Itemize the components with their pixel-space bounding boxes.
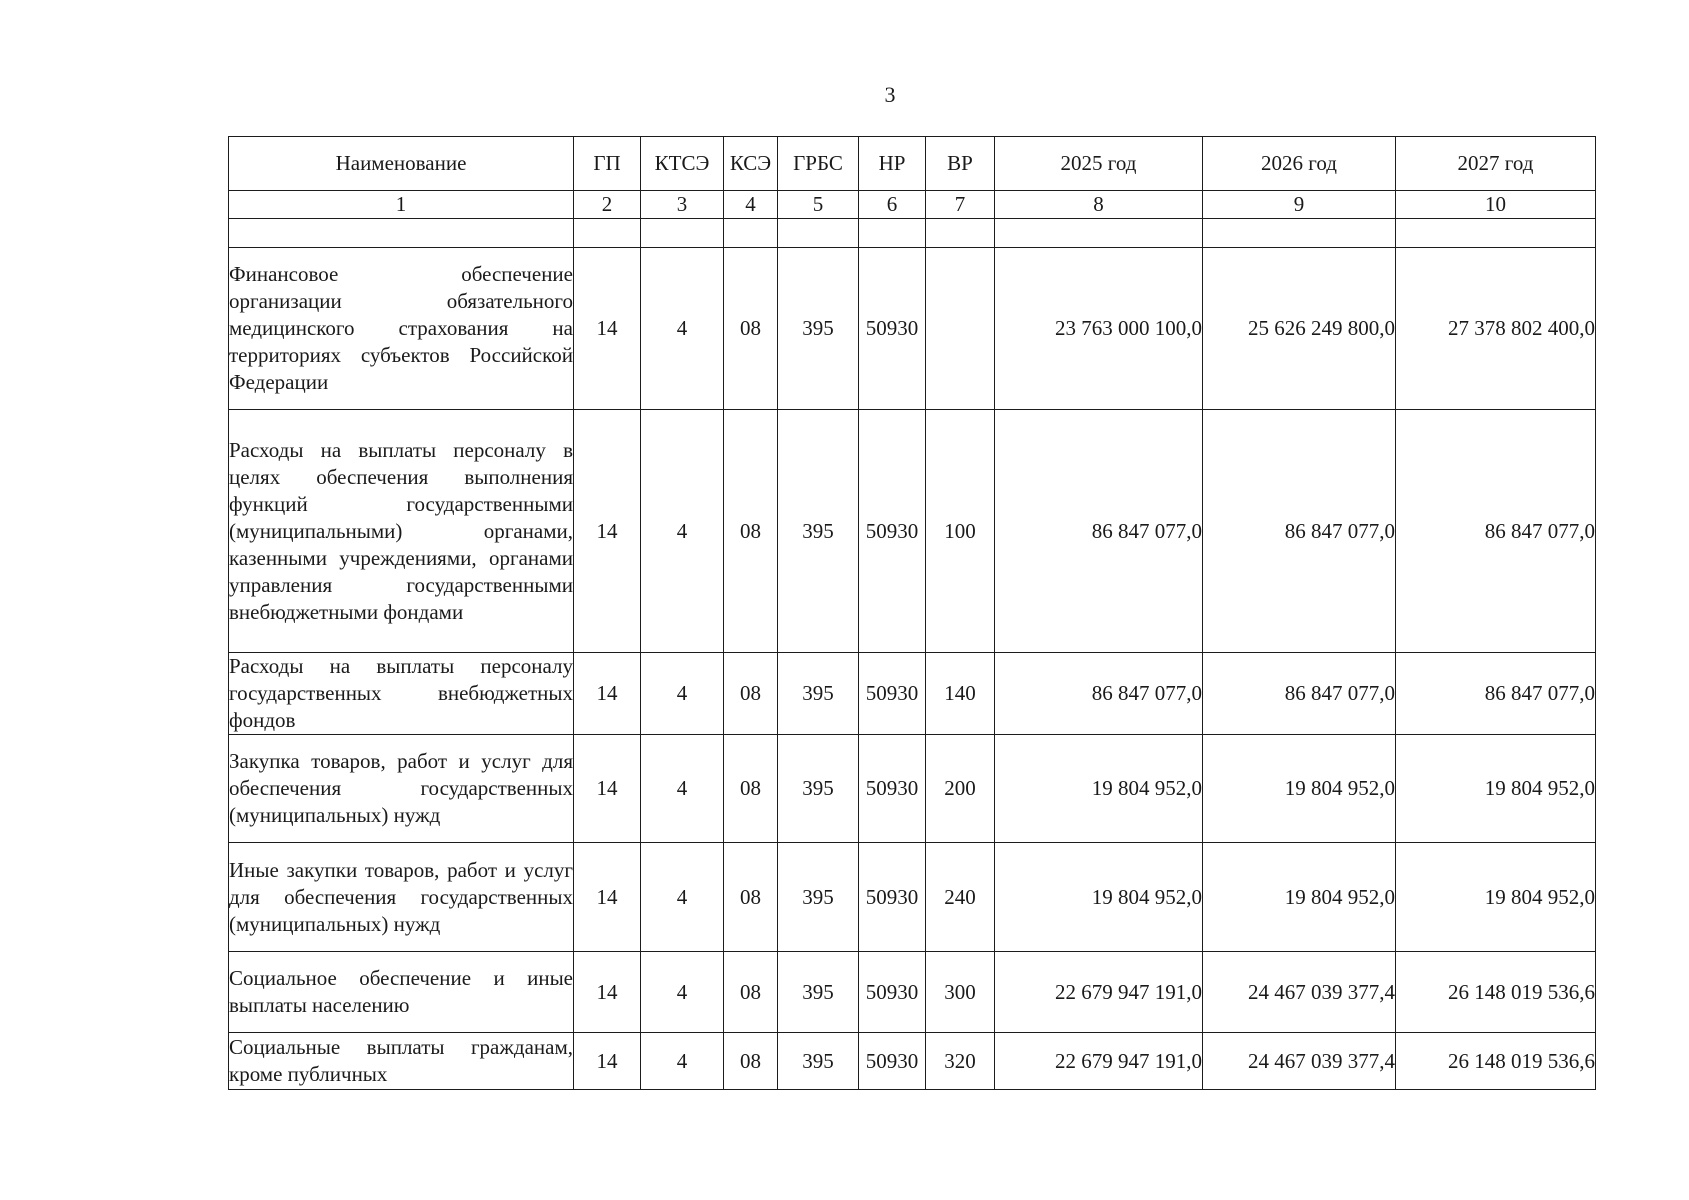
row-2026: 24 467 039 377,4 [1203,1033,1396,1090]
row-nr: 50930 [859,735,926,843]
row-2027: 86 847 077,0 [1396,410,1596,653]
row-grbs: 395 [778,952,859,1033]
row-nr: 50930 [859,843,926,952]
column-number: 7 [926,191,995,219]
row-2026: 86 847 077,0 [1203,410,1396,653]
row-kse: 08 [724,653,778,735]
row-vr: 240 [926,843,995,952]
row-ktse: 4 [641,735,724,843]
column-number: 8 [995,191,1203,219]
row-grbs: 395 [778,1033,859,1090]
row-name: Расходы на выплаты персоналу государственных внебюджетных фондов [229,653,574,735]
row-2026: 24 467 039 377,4 [1203,952,1396,1033]
row-2026: 86 847 077,0 [1203,653,1396,735]
table-row [229,653,1596,735]
row-2025: 86 847 077,0 [995,410,1203,653]
table-row [229,410,1596,653]
row-ktse: 4 [641,653,724,735]
row-nr: 50930 [859,248,926,410]
row-kse: 08 [724,1033,778,1090]
row-gp: 14 [574,248,641,410]
row-kse: 08 [724,952,778,1033]
row-2026: 25 626 249 800,0 [1203,248,1396,410]
row-vr: 320 [926,1033,995,1090]
blank-row [229,219,1596,248]
header-grbs: ГРБС [778,137,859,191]
row-gp: 14 [574,653,641,735]
budget-table [228,136,1596,1090]
column-number: 10 [1396,191,1596,219]
header-vr: ВР [926,137,995,191]
row-ktse: 4 [641,248,724,410]
row-nr: 50930 [859,653,926,735]
row-ktse: 4 [641,952,724,1033]
table-row [229,735,1596,843]
row-2027: 27 378 802 400,0 [1396,248,1596,410]
row-gp: 14 [574,410,641,653]
row-kse: 08 [724,735,778,843]
header-kse: КСЭ [724,137,778,191]
header-2025: 2025 год [995,137,1203,191]
row-kse: 08 [724,843,778,952]
column-number: 1 [229,191,574,219]
row-kse: 08 [724,248,778,410]
row-kse: 08 [724,410,778,653]
row-ktse: 4 [641,410,724,653]
table-row [229,843,1596,952]
row-vr: 100 [926,410,995,653]
row-name: Финансовое обеспечение организации обязательного медицинского страхования на территориях субъектов Российской Федерации [229,248,574,410]
column-number: 5 [778,191,859,219]
row-2025: 19 804 952,0 [995,735,1203,843]
table-row [229,952,1596,1033]
row-ktse: 4 [641,1033,724,1090]
column-number: 3 [641,191,724,219]
row-gp: 14 [574,952,641,1033]
row-2027: 19 804 952,0 [1396,843,1596,952]
page-number: 3 [884,82,896,107]
row-nr: 50930 [859,952,926,1033]
header-ktse: КТСЭ [641,137,724,191]
row-name: Расходы на выплаты персоналу в целях обеспечения выполнения функций государственными (муниципальными) органами, казенными учреждениями, органами управления государственными внебюджетными фондами [229,410,574,653]
header-2026: 2026 год [1203,137,1396,191]
column-number-row [229,191,1596,219]
row-grbs: 395 [778,248,859,410]
header-row [229,137,1596,191]
row-vr: 300 [926,952,995,1033]
row-2026: 19 804 952,0 [1203,843,1396,952]
table-row [229,248,1596,410]
column-number: 6 [859,191,926,219]
row-gp: 14 [574,843,641,952]
row-2025: 22 679 947 191,0 [995,1033,1203,1090]
row-2027: 86 847 077,0 [1396,653,1596,735]
row-2027: 26 148 019 536,6 [1396,1033,1596,1090]
row-grbs: 395 [778,653,859,735]
row-name: Закупка товаров, работ и услуг для обеспечения государственных (муниципальных) нужд [229,735,574,843]
row-name: Социальное обеспечение и иные выплаты населению [229,952,574,1033]
header-2027: 2027 год [1396,137,1596,191]
row-nr: 50930 [859,1033,926,1090]
column-number: 9 [1203,191,1396,219]
row-grbs: 395 [778,735,859,843]
header-name: Наименование [229,137,574,191]
row-2026: 19 804 952,0 [1203,735,1396,843]
row-2025: 19 804 952,0 [995,843,1203,952]
column-number: 2 [574,191,641,219]
row-gp: 14 [574,735,641,843]
row-nr: 50930 [859,410,926,653]
column-number: 4 [724,191,778,219]
row-gp: 14 [574,1033,641,1090]
row-grbs: 395 [778,410,859,653]
header-nr: НР [859,137,926,191]
row-2025: 23 763 000 100,0 [995,248,1203,410]
row-vr [926,248,995,410]
row-name: Социальные выплаты гражданам, кроме публичных [229,1033,574,1090]
header-gp: ГП [574,137,641,191]
row-vr: 140 [926,653,995,735]
row-vr: 200 [926,735,995,843]
row-name: Иные закупки товаров, работ и услуг для обеспечения государственных (муниципальных) нужд [229,843,574,952]
row-2025: 86 847 077,0 [995,653,1203,735]
row-2027: 19 804 952,0 [1396,735,1596,843]
row-grbs: 395 [778,843,859,952]
row-2025: 22 679 947 191,0 [995,952,1203,1033]
table-row [229,1033,1596,1090]
row-2027: 26 148 019 536,6 [1396,952,1596,1033]
row-ktse: 4 [641,843,724,952]
